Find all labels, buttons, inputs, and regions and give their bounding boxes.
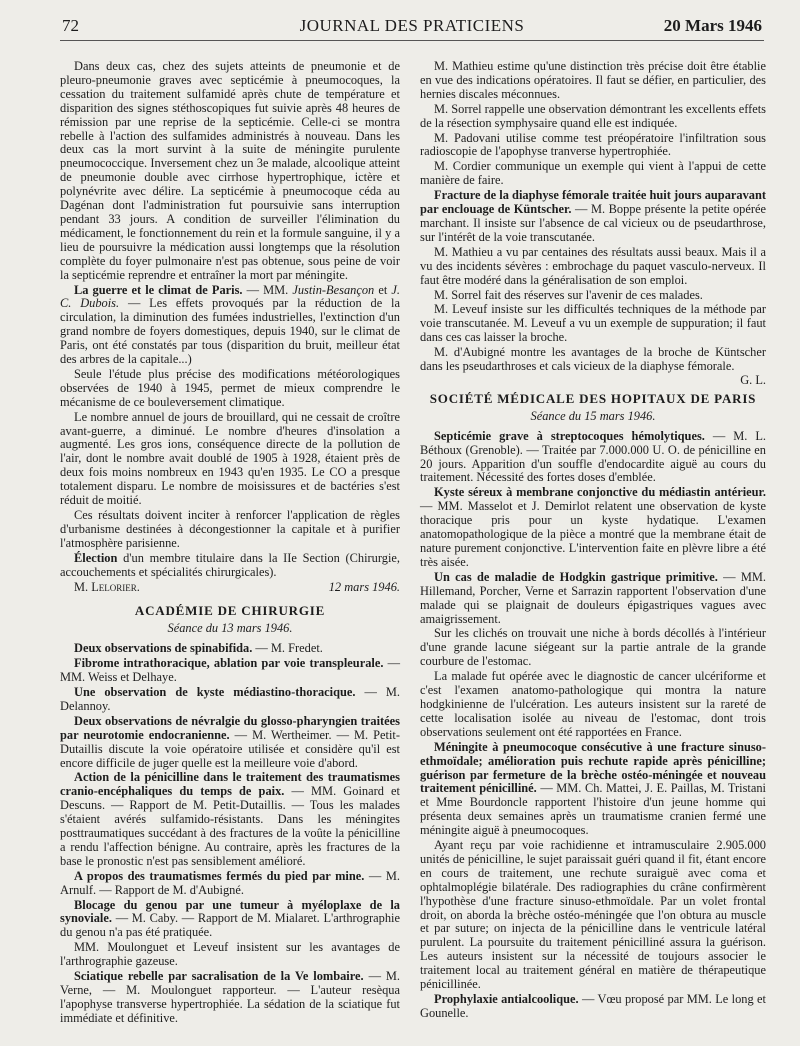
right-column [420, 60, 766, 1022]
paragraph: M. d'Aubigné montre les avantages de la broche de Küntscher dans les pseudarthroses et cals vicieux de la diaphyse fémorale. G. L. [420, 345, 766, 387]
paragraph: Dans deux cas, chez des sujets atteints de pneumonie et de pleuro-pneumonie graves avec septicémie à pneumocoques, la cessation du traitement sulfamidé après chute de température et disparition des signes stéthoscopiques fut suivie après 48 heures de rémission par une reprise de la septicémie. Celle-ci se montra rebelle à l'action des sulfamides administrés à nouveau. Dans les deux cas la mort survint à la suite de méningite purulente pneumococcique. Inversement chez un 3e malade, alcoolique atteint de pneumonie double avec cirrhose hypertrophique, ictère et polynévrite avec délire. La septicémie à pneumocoque céda au Dagénan dont l'administration fut poursuivie sans interruption pendant 33 jours. A condition de surveiller l'élimination du médicament, le fonctionnement du rein et la formule sanguine, il y a lieu de poursuivre la médication aussi longtemps que la résolution complète du foyer pulmonaire n'est pas obtenue, sous peine de voir la septicémie reprendre et entraîner la mort par méningite. [60, 59, 400, 282]
paragraph: Ayant reçu par voie rachidienne et intramusculaire 2.905.000 unités de pénicilline, le sujet paraissait guéri quand il fit, étant encore en cours de traitement, une rechute suraiguë avec coma et ophtalmoplégie bilatérale. Des radiographies du crâne confirmèrent l'hypothèse d'une fracture sinuso-ethmoïdale. Par un volet frontal droit, on aborda la brèche ostéo-méningée que l'on obtura au muscle et par suture; on injecta de la pénicilline dans le ventricule latéral purulent. La poursuite du traitement pénicilliné assura la guérison. Les auteurs insistent sur la nécessité de toujours associer le traitement local au traitement général en matière de thérapeutique pénicillinée. [420, 838, 766, 992]
paragraph: M. Sorrel rappelle une observation démontrant les excellents effets de la résection symphysaire quand elle est indiquée. [420, 101, 766, 130]
entry: Sciatique rebelle par sacralisation de la Ve lombaire. — M. Verne, — M. Moulonguet rapporteur. — L'auteur resèqua l'apophyse transverse hypertrophiée. La sédation de la sciatique fut immédiate et définitive. [60, 969, 401, 1025]
paragraph: MM. Moulonguet et Leveuf insistent sur les avantages de l'arthrographie gazeuse. [60, 940, 400, 969]
entry: Septicémie grave à streptocoques hémolytiques. — M. L. Béthoux (Grenoble). — Traitée par 7.000.000 U. O. de pénicilline en 20 jours. Apparition d'un souffle d'endocardite aiguë au cours du traitement. Nécessité des fortes doses d'emblée. [420, 428, 766, 485]
section-title-academie: ACADÉMIE DE CHIRURGIE [134, 603, 326, 619]
paragraph: Ces résultats doivent inciter à renforcer l'application de règles d'urbanisme destinées à décongestionner la capitale et à purifier l'atmosphère parisienne. [60, 508, 400, 550]
paragraph: M. Mathieu estime qu'une distinction très précise doit être établie en vue des indications opératoires. Il faut se défier, en particulier, des hernies discales méconnues. [420, 59, 766, 101]
section-title-societe: SOCIÉTÉ MÉDICALE DES HOPITAUX DE PARIS [429, 390, 757, 406]
paragraph: M. Padovani utilise comme test préopératoire l'infiltration sous radioscopie de l'apophyse tranverse hypertrophiée. [420, 130, 766, 159]
paragraph: M. Leveuf insiste sur les difficultés techniques de la méthode par voie transcutanée. M. Leveuf a vu un exemple de suppuration; il faut dans ces cas laisser la broche. [420, 302, 766, 345]
page-number: 72 [62, 16, 79, 35]
entry: Fracture de la diaphyse fémorale traitée huit jours auparavant par enclouage de Küntscher. — M. Boppe présente la petite opérée marchant. Il insiste sur l'absence de cal vicieux ou de pseudarthrose, sur l'intérêt de la voie transcutanée. [420, 188, 766, 244]
paragraph: M. Mathieu a vu par centaines des résultats aussi beaux. Mais il a vu des incidents sévères : embrochage du paquet vasculo-nerveux. Il faut être modéré dans la généralisation de son emploi. [420, 244, 766, 287]
entry: Deux observations de spinabifida. — M. Fredet. [74, 641, 323, 656]
journal-title: JOURNAL DES PRATICIENS [299, 16, 525, 35]
entry: Méningite à pneumocoque consécutive à une fracture sinuso-ethmoïdale; amélioration puis rechute rapide après pénicilline; guérison par fermeture de la brèche ostéo-méningée et nouveau traitement pénicilliné. — MM. Ch. Mattei, J. E. Paillas, M. Tristani et Mme Bourdoncle rapportent l'histoire d'un jeune homme qui présenta deux semaines après un traumatisme cranien fermé une méningite aiguë à pneumocoques. [420, 739, 766, 838]
entry: Blocage du genou par une tumeur à myéloplaxe de la synoviale. — M. Caby. — Rapport de M. Mialaret. L'arthrographie du genou n'a pas été pratiquée. [60, 897, 400, 940]
seance-date: Séance du 13 mars 1946. [167, 621, 293, 636]
paragraph: La malade fut opérée avec le diagnostic de cancer ulcériforme et c'est l'examen anatomo-pathologique qui montra la nature hodgkinienne de l'ulcération. Les auteurs insistent sur la rareté de cette localisation isolée au niveau de l'estomac, dont trois observations seulement ont été rapportées en France. [420, 669, 766, 739]
paragraph: Seule l'étude plus précise des modifications météorologiques observées de 1940 à 1945, permet de mieux comprendre le mécanisme de ce bouleversement climatique. [60, 366, 400, 409]
paragraph: M. Cordier communique un exemple qui vient à l'appui de cette manière de faire. [420, 159, 766, 188]
paragraph-election: Élection d'un membre titulaire dans la IIe Section (Chirurgie, accouchements et spécialités chirurgicales). [60, 550, 400, 579]
seance-date: Séance du 15 mars 1946. [530, 408, 656, 423]
paragraph-climat: La guerre et le climat de Paris. — MM. Justin-Besançon et J. C. Dubois. — Les effets provoqués par la réduction de la circulation, la diminution des fumées industrielles, l'extinction d'un grand nombre de foyers domestiques, depuis 1940, sur le climat de Paris, ont été constatés par tous (disparition du bruit, meilleur état des arbres de la capitale...) [60, 282, 400, 367]
signature-line: M. Lelorier. 12 mars 1946. [74, 579, 400, 594]
page-header [60, 14, 764, 41]
entry: Action de la pénicilline dans le traitement des traumatismes cranio-encéphaliques du temps de paix. — MM. Goinard et Descuns. — Rapport de M. Petit-Dutaillis. — Tous les malades s'étaient avérés sulfamido-résistants. Dans les méningites posttraumatiques succédant à des fractures de la voûte la pénicilline a rendu l'affection bénigne. Au contraire, après les fractures de la base le pronostic n'est pas sensiblement amélioré. [60, 770, 400, 868]
entry: Kyste séreux à membrane conjonctive du médiastin antérieur. — MM. Masselot et J. Demirlot relatent une observation de kyste thoracique pris pour un kyste hydatique. L'examen anatomopathologique de la pièce a montré que la membrane était de nature purement conjonctive. L'intervention faite en plèvre libre a été très aisée. [420, 485, 766, 569]
left-column [60, 60, 400, 1027]
entry: A propos des traumatismes fermés du pied par mine. — M. Arnulf. — Rapport de M. d'Aubigné. [60, 868, 400, 897]
author-initials: G. L. [740, 372, 766, 387]
entry: Un cas de maladie de Hodgkin gastrique primitive. — MM. Hillemand, Porcher, Verne et Sarrazin rapportent l'observation d'une malade qui se plaignait de douleurs épigastriques vagues avec amaigrissement. [420, 569, 766, 626]
entry: Deux observations de névralgie du glosso-pharyngien traitées par neurotomie endocranienne. — M. Wertheimer. — M. Petit-Dutaillis discute la voie opératoire utilisée et considère qu'il est encore difficile de juger quelle est la meilleure voie d'abord. [60, 713, 400, 770]
entry: Une observation de kyste médiastino-thoracique. — M. Delannoy. [60, 684, 401, 713]
entry: Prophylaxie antialcoolique. — Vœu proposé par MM. Le long et Gounelle. [420, 992, 766, 1020]
issue-date: 20 Mars 1946 [663, 16, 762, 35]
paragraph: M. Sorrel fait des réserves sur l'avenir de ces malades. [434, 287, 703, 302]
paragraph: Sur les clichés on trouvait une niche à bords décollés à l'intérieur d'une grande lacune siégeant sur la partie antrale de la grande courbure de l'estomac. [420, 626, 766, 669]
entry: Fibrome intrathoracique, ablation par voie transpleurale. — MM. Weiss et Delhaye. [60, 656, 400, 685]
paragraph: Le nombre annuel de jours de brouillard, qui ne cessait de croître avant-guerre, a diminué. Le nombre d'heures d'insolation a augmenté. Les gros ions, conséquence directe de la pollution de l'air, dont le nombre avait doublé de 1905 à 1928, étaient près de deux fois moins nombreux en 1943 qu'en 1935. Le CO a presque totalement disparu. Le nombre de moisissures et de bactéries s'est réduit de moitié. [60, 409, 400, 508]
